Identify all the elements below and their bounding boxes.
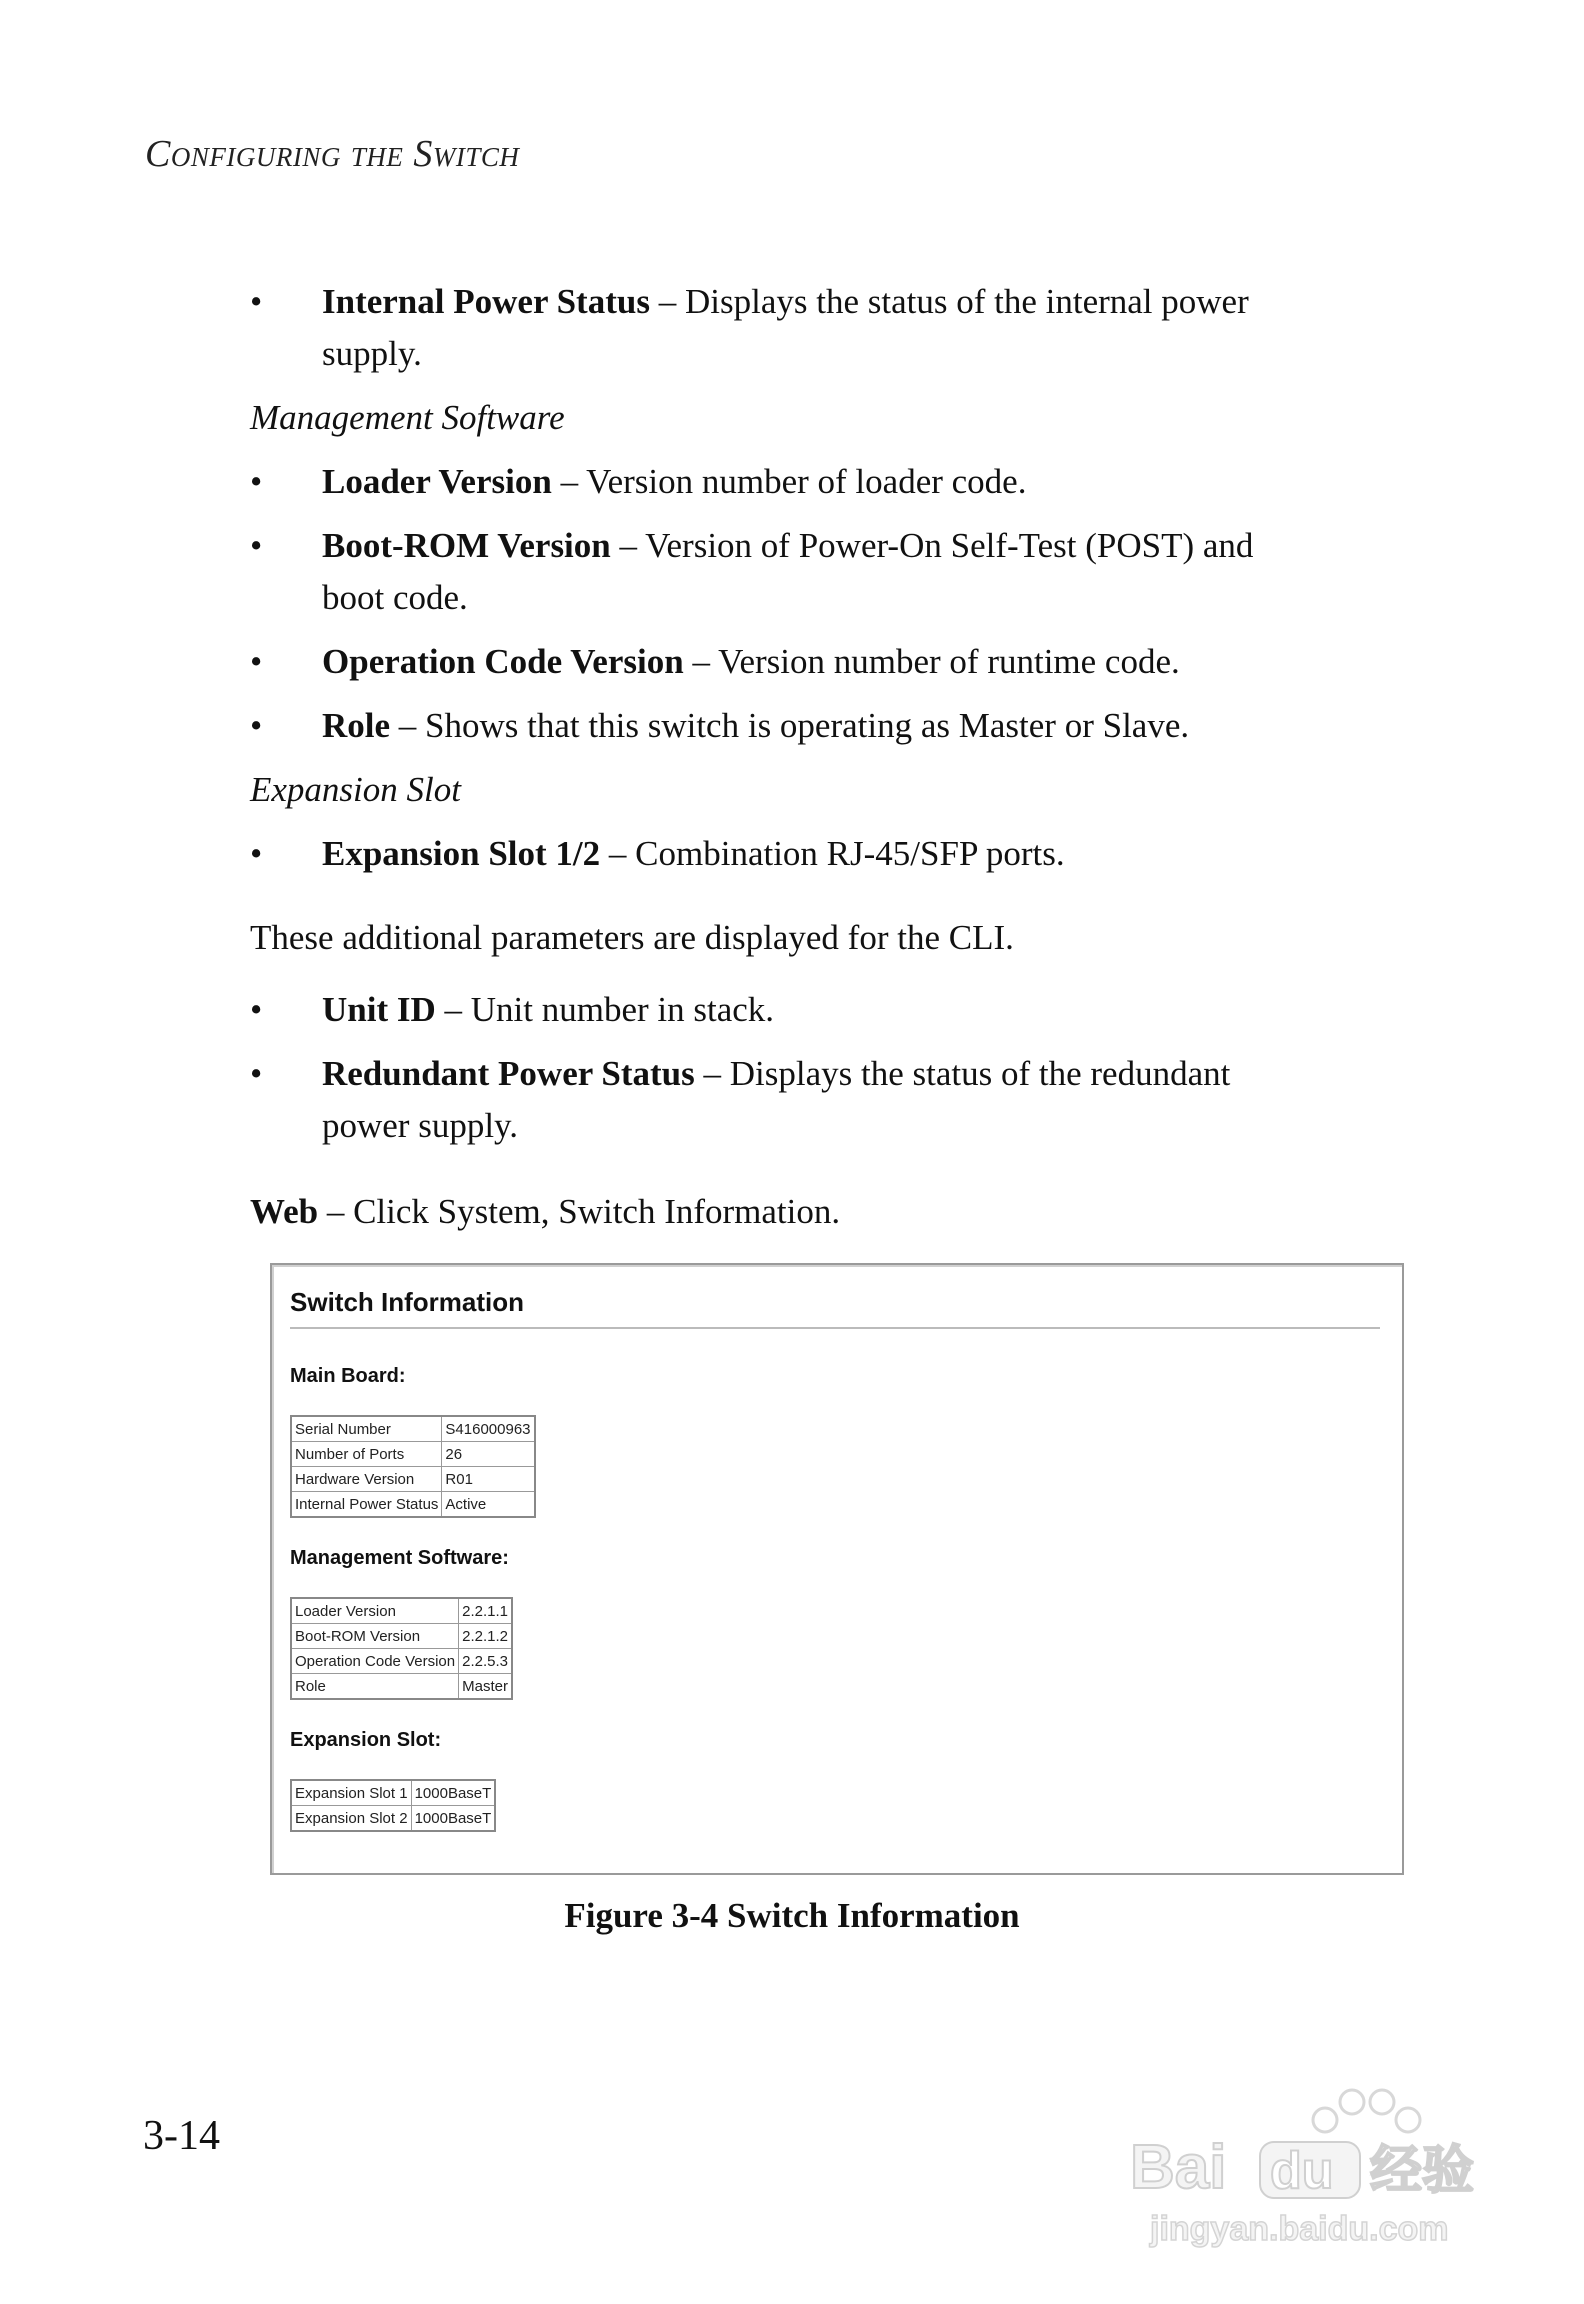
table-row <box>291 1467 535 1492</box>
figure-caption: Figure 3-4 Switch Information <box>564 1896 1020 1935</box>
list-item <box>322 276 1412 380</box>
term: Operation Code Version <box>322 642 684 681</box>
term: Boot-ROM Version <box>322 526 611 565</box>
bullet: • <box>250 642 263 681</box>
table-row <box>291 1442 535 1467</box>
description: – Unit number in stack. <box>435 990 775 1029</box>
field-value: 2.2.1.1 <box>459 1598 512 1624</box>
table-row <box>291 1624 512 1649</box>
table-row <box>291 1649 512 1674</box>
cli-intro-paragraph: These additional parameters are displayed for the CLI. <box>250 918 1014 957</box>
section-expansion-slot: Expansion Slot: <box>290 1729 442 1751</box>
field-label: Expansion Slot 2 <box>291 1806 411 1832</box>
description-cont: boot code. <box>322 578 468 617</box>
panel-title: Switch Information <box>290 1287 524 1317</box>
list-item <box>322 1048 1412 1152</box>
list-item <box>322 456 1412 508</box>
field-label: Internal Power Status <box>291 1492 442 1518</box>
table-row <box>291 1674 512 1700</box>
figure-switch-information <box>270 1263 1404 1875</box>
field-label: Loader Version <box>291 1598 459 1624</box>
term: Expansion Slot 1/2 <box>322 834 601 873</box>
field-value: 1000BaseT <box>411 1806 495 1832</box>
list-item <box>322 828 1412 880</box>
term: Web <box>250 1192 319 1231</box>
field-value: Master <box>459 1674 512 1700</box>
svg-text:经验: 经验 <box>1370 2141 1475 2201</box>
field-label: Role <box>291 1674 459 1700</box>
field-value: Active <box>442 1492 535 1518</box>
bullet: • <box>250 834 263 873</box>
term: Role <box>322 706 391 745</box>
subheading-expansion-slot: Expansion Slot <box>250 770 461 809</box>
description: – Version of Power-On Self-Test (POST) and <box>610 526 1254 565</box>
running-header: Configuring the Switch <box>145 133 520 175</box>
bullet: • <box>250 990 263 1029</box>
field-value: 1000BaseT <box>411 1780 495 1806</box>
field-value: R01 <box>442 1467 535 1492</box>
description: – Version number of runtime code. <box>683 642 1180 681</box>
description: – Combination RJ-45/SFP ports. <box>600 834 1065 873</box>
description-cont: supply. <box>322 334 422 373</box>
list-item <box>322 520 1412 624</box>
field-label: Number of Ports <box>291 1442 442 1467</box>
table-row <box>291 1780 495 1806</box>
description: – Version number of loader code. <box>551 462 1027 501</box>
list-item <box>322 984 1412 1036</box>
description: – Displays the status of the internal power <box>649 282 1249 321</box>
list-item <box>322 636 1412 688</box>
description: – Shows that this switch is operating as Master or Slave. <box>390 706 1190 745</box>
table-row <box>291 1492 535 1518</box>
baidu-watermark-logo <box>1120 2080 1500 2250</box>
subheading-management-software: Management Software <box>250 398 565 437</box>
list-item <box>322 700 1412 752</box>
field-label: Expansion Slot 1 <box>291 1780 411 1806</box>
description: – Displays the status of the redundant <box>694 1054 1231 1093</box>
bullet: • <box>250 706 263 745</box>
section-main-board: Main Board: <box>290 1365 406 1387</box>
management-software-table <box>290 1597 513 1700</box>
term: Loader Version <box>322 462 552 501</box>
field-value: 2.2.5.3 <box>459 1649 512 1674</box>
field-value: 2.2.1.2 <box>459 1624 512 1649</box>
divider <box>290 1327 1380 1329</box>
table-row <box>291 1416 535 1442</box>
term: Unit ID <box>322 990 436 1029</box>
field-value: S416000963 <box>442 1416 535 1442</box>
bullet: • <box>250 282 263 321</box>
svg-text:jingyan.baidu.com: jingyan.baidu.com <box>1150 2210 1449 2248</box>
bullet: • <box>250 1054 263 1093</box>
section-management-software: Management Software: <box>290 1547 509 1569</box>
description: – Click System, Switch Information. <box>318 1192 841 1231</box>
expansion-slot-table <box>290 1779 496 1832</box>
field-label: Serial Number <box>291 1416 442 1442</box>
web-instruction <box>250 1186 840 1238</box>
bullet: • <box>250 526 263 565</box>
field-label: Hardware Version <box>291 1467 442 1492</box>
table-row <box>291 1598 512 1624</box>
page-number: 3-14 <box>143 2113 220 2159</box>
bullet: • <box>250 462 263 501</box>
main-board-table <box>290 1415 536 1518</box>
term: Redundant Power Status <box>322 1054 695 1093</box>
field-label: Operation Code Version <box>291 1649 459 1674</box>
description-cont: power supply. <box>322 1106 519 1145</box>
field-label: Boot-ROM Version <box>291 1624 459 1649</box>
table-row <box>291 1806 495 1832</box>
svg-text:Bai: Bai <box>1130 2133 1227 2202</box>
term: Internal Power Status <box>322 282 650 321</box>
field-value: 26 <box>442 1442 535 1467</box>
svg-text:du: du <box>1270 2142 1334 2200</box>
